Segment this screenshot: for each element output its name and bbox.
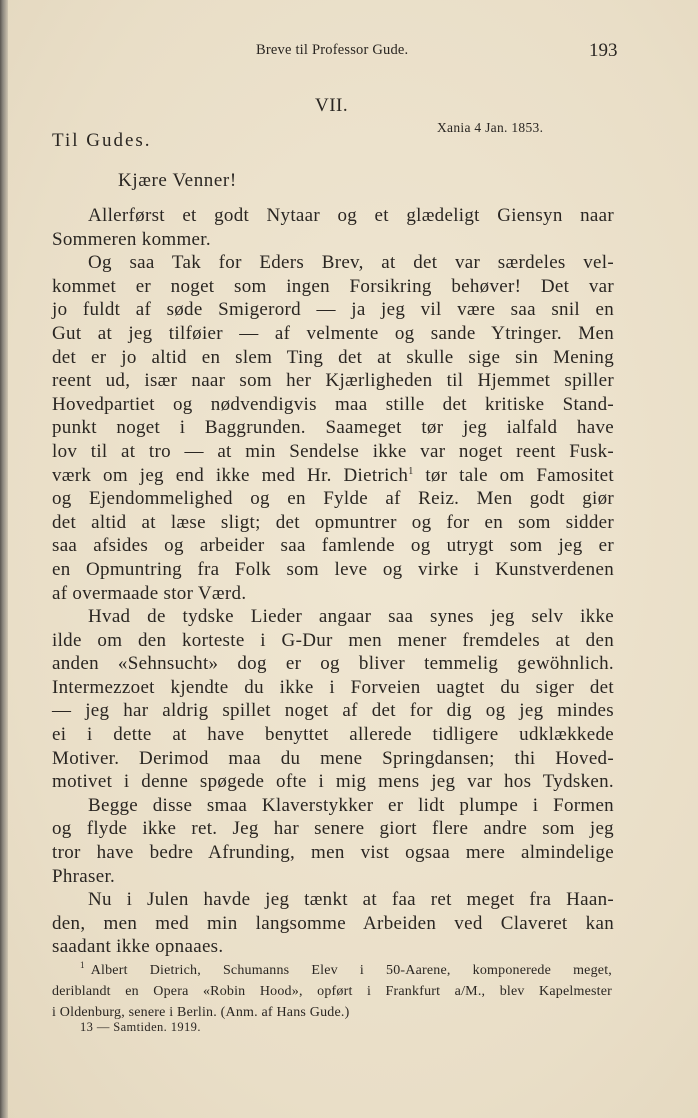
page-number: 193 xyxy=(589,40,618,61)
text-line: Intermezzoet kjendte du ikke i Forveien uagtet du siger det xyxy=(52,676,614,698)
footnote-reference: 1 xyxy=(408,465,414,477)
text-line: ilde om den korteste i G-Dur men mener fremdeles at den xyxy=(52,629,614,651)
text-line: lov til at tro — at min Sendelse ikke var noget reent Fusk- xyxy=(52,440,614,462)
book-spine-shadow xyxy=(0,0,8,1118)
text-line: det altid at læse sligt; det opmuntrer og for en som sidder xyxy=(52,511,614,533)
text-line: Begge disse smaa Klaverstykker er lidt plumpe i Formen xyxy=(88,794,614,816)
text-line: tror have bedre Afrunding, men vist ogsaa mere almindelige xyxy=(52,842,614,864)
text-line: det er jo altid en slem Ting det at skulle sige sin Mening xyxy=(52,346,614,368)
text-line: anden «Sehnsucht» dog er og bliver temmelig gewöhnlich. xyxy=(52,653,614,675)
text-line: Motiver. Derimod maa du mene Springdansen; thi Hoved- xyxy=(52,747,614,769)
text-line: Nu i Julen havde jeg tænkt at faa ret meget fra Haan- xyxy=(88,889,614,911)
text-line: den, men med min langsomme Arbeiden ved Claveret kan xyxy=(52,912,614,934)
text-line: en Opmuntring fra Folk som leve og virke i Kunstverdenen xyxy=(52,558,614,580)
text-line: og flyde ikke ret. Jeg har senere giort flere andre som jeg xyxy=(52,818,614,840)
footnote-line: i Oldenburg, senere i Berlin. (Anm. af Hans Gude.) xyxy=(52,1005,350,1020)
text-line: motivet i denne spøgede ofte i mig mens jeg var hos Tydsken. xyxy=(52,771,614,793)
text-line: Hovedpartiet og nødvendigvis maa stille det kritiske Stand- xyxy=(52,393,614,415)
text-line: Hvad de tydske Lieder angaar saa synes jeg selv ikke xyxy=(88,606,614,628)
footnote xyxy=(52,960,612,1023)
text-line: punkt noget i Baggrunden. Saameget tør jeg ialfald have xyxy=(52,417,614,439)
letter-addressee: Til Gudes. xyxy=(52,130,152,151)
text-line: Sommeren kommer. xyxy=(52,228,211,250)
text-line: Allerførst et godt Nytaar og et glædeligt Giensyn naar xyxy=(88,205,614,226)
text-line: ei i dette at have benyttet allerede tidligere udklækkede xyxy=(52,724,614,746)
text-line: af overmaade stor Værd. xyxy=(52,582,247,604)
footnote-line: deriblandt en Opera «Robin Hood», opført i Frankfurt a/M., blev Kapelmester xyxy=(52,984,612,999)
printer-signature: 13 — Samtiden. 1919. xyxy=(80,1020,201,1034)
text-line: saa afsides og arbeider saa famlende og utrygt som jeg er xyxy=(52,535,614,557)
letter-body xyxy=(52,204,614,959)
footnote-line xyxy=(52,960,612,981)
text-line: og Ejendommelighed og en Fylde af Reiz. Men godt giør xyxy=(52,488,614,510)
text-line: Gut at jeg tilføier — af velmente og sande Ytringer. Men xyxy=(52,322,614,344)
text-line: saadant ikke opnaaes. xyxy=(52,936,224,958)
text-fragment: værk om jeg end ikke med Hr. Dietrich xyxy=(52,464,409,486)
text-line-with-footnote-ref xyxy=(52,464,614,488)
running-head xyxy=(0,40,698,66)
letter-number: VII. xyxy=(315,95,349,116)
running-title: Breve til Professor Gude. xyxy=(256,42,409,58)
text-line: reent ud, især naar som her Kjærligheden til Hjemmet spiller xyxy=(52,370,614,392)
letter-dateline: Xania 4 Jan. 1853. xyxy=(437,120,544,135)
text-line: Phraser. xyxy=(52,865,116,887)
footnote-marker: 1 xyxy=(80,960,85,970)
letter-salutation: Kjære Venner! xyxy=(118,170,237,191)
text-fragment: tør tale om Famositet xyxy=(413,464,614,486)
text-line: Og saa Tak for Eders Brev, at det var særdeles vel- xyxy=(88,252,614,274)
text-line: jo fuldt af søde Smigerord — ja jeg vil være saa snil en xyxy=(52,299,614,321)
text-line: kommet er noget som ingen Forsikring behøver! Det var xyxy=(52,275,614,297)
text-line: — jeg har aldrig spillet noget af det for dig og jeg mindes xyxy=(52,700,614,722)
footnote-text: Albert Dietrich, Schumanns Elev i 50-Aarene, komponerede meget, xyxy=(90,963,612,978)
